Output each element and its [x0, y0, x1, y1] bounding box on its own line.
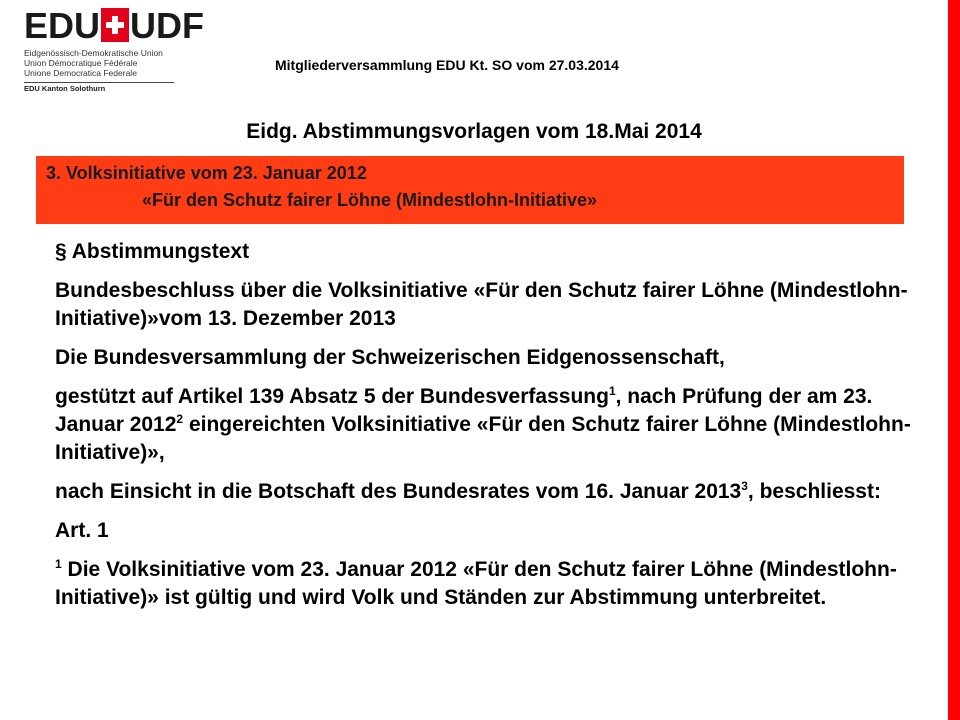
paragraph-assembly: Die Bundesversammlung der Schweizerischen Eidgenossenschaft, [55, 346, 725, 369]
banner-line-2: «Für den Schutz fairer Löhne (Mindestlohn-Initiative» [142, 190, 598, 210]
article-paragraph-1: $^1$ Die Volksinitiative vom 23. Januar 2012 «Für den Schutz fairer Löhne (Mindestlohn-Initiative)» ist gültig und wird Volk und Ständen zur Abstimmung unterbreitet. [55, 557, 897, 609]
banner-line-1: 3. Volksinitiative vom 23. Januar 2012 [46, 163, 367, 183]
logo-subtitle [24, 48, 163, 78]
logo-word-right: UDF [130, 5, 205, 46]
right-red-bar [948, 0, 960, 720]
swiss-cross-icon [101, 8, 129, 42]
paragraph-number: 1 [55, 557, 62, 571]
logo-word-left: EDU [24, 5, 101, 46]
section-heading: § Abstimmungstext [55, 240, 250, 263]
logo-canton: EDU Kanton Solothurn [24, 82, 174, 93]
logo-wordmark [24, 6, 204, 46]
paragraph-basis: gestützt auf Artikel 139 Absatz 5 der Bundesverfassung$^1$, nach Prüfung der am 23. Januar 2012$^2$ eingereichten Volksinitiative «Für den Schutz fairer Löhne (Mindestlohn-Initiative)», [55, 384, 911, 464]
meeting-subtitle: Mitgliederversammlung EDU Kt. SO vom 27.03.2014 [275, 57, 619, 73]
article-heading: Art. 1 [55, 519, 109, 542]
paragraph-resolution: Bundesbeschluss über die Volksinitiative «Für den Schutz fairer Löhne (Mindestlohn-Initiative)»vom 13. Dezember 2013 [55, 279, 908, 330]
paragraph-dispatch: nach Einsicht in die Botschaft des Bundesrates vom 16. Januar 2013$^3$, beschliesst: [55, 479, 881, 503]
logo-line-de: Eidgenössisch-Demokratische Union [24, 48, 163, 58]
vote-text [55, 238, 915, 623]
logo-line-it: Unione Democratica Federale [24, 68, 137, 78]
section-banner [36, 156, 904, 224]
footnote-ref-2: 2 [176, 412, 184, 426]
edu-udf-logo [20, 4, 205, 93]
page-title: Eidg. Abstimmungsvorlagen vom 18.Mai 2014 [246, 120, 702, 143]
logo-line-fr: Union Démocratique Fédérale [24, 58, 138, 68]
footnote-ref-3: 3 [741, 479, 748, 493]
footnote-ref-1: 1 [608, 384, 616, 398]
